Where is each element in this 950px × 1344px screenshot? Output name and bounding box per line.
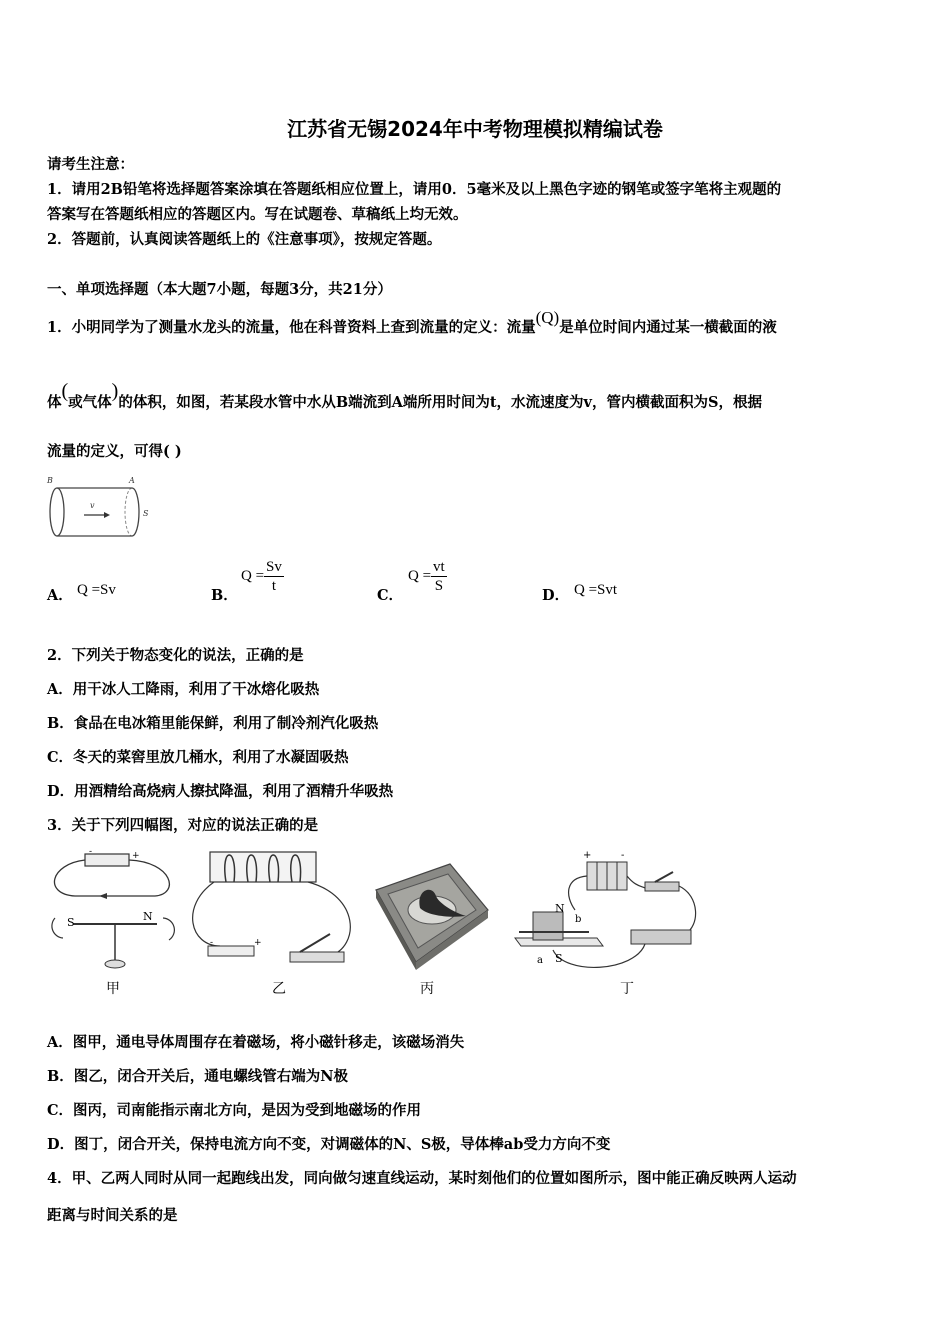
q1-option-a-expr: Q =Sv xyxy=(77,582,116,598)
caption-ding: 丁 xyxy=(620,981,634,997)
svg-text:a: a xyxy=(537,955,543,966)
svg-text:S: S xyxy=(555,952,563,965)
pipe-figure xyxy=(44,472,156,546)
q3-option-b[interactable]: B．图乙，闭合开关后，通电螺线管右端为N极 xyxy=(47,1068,349,1085)
switch xyxy=(290,952,344,962)
figure-jia xyxy=(45,846,175,974)
pipe-end-b xyxy=(50,488,64,536)
q3-stem: 3．关于下列四幅图，对应的说法正确的是 xyxy=(47,817,319,834)
section-heading: 一、单项选择题（本大题7小题，每题3分，共21分） xyxy=(47,281,392,298)
pipe-end-a xyxy=(132,488,139,536)
svg-text:+: + xyxy=(583,850,592,861)
svg-text:N: N xyxy=(143,910,153,923)
svg-text:b: b xyxy=(575,914,582,925)
svg-text:+: + xyxy=(132,851,140,861)
figure-bing xyxy=(366,850,494,974)
page-title: 江苏省无锡2024年中考物理模拟精编试卷 xyxy=(287,117,663,141)
label-b: B xyxy=(47,476,53,485)
switch xyxy=(645,882,679,891)
q1-line-3: 流量的定义，可得( ) xyxy=(47,443,182,460)
q1-line-1: 1．小明同学为了测量水龙头的流量，他在科普资料上查到流量的定义：流量(Q)是单位时间内通过某一横截面的液 xyxy=(47,308,777,336)
q1-line-2: 体(或气体)的体积，如图，若某段水管中水从B端流到A端所用时间为t，水流速度为v，管内横截面积为S，根据 xyxy=(47,380,762,411)
q1-option-b-expr: Q = $\frac{Sv}{t}$ xyxy=(241,559,282,594)
q2-option-b[interactable]: B．食品在电冰箱里能保鲜，利用了制冷剂汽化吸热 xyxy=(47,715,379,732)
label-s: S xyxy=(143,509,149,518)
label-v: v xyxy=(90,501,95,510)
q1-option-d-expr: Q =Svt xyxy=(574,582,618,598)
q3-option-d[interactable]: D．图丁，闭合开关，保持电流方向不变，对调磁体的N、S极，导体棒ab受力方向不变 xyxy=(47,1136,611,1153)
caption-bing: 丙 xyxy=(420,981,434,997)
svg-text:S: S xyxy=(67,916,75,929)
figure-ding xyxy=(505,846,705,974)
q1-option-b[interactable]: B． xyxy=(211,587,238,604)
notice-line-1a: 1．请用2B铅笔将选择题答案涂填在答题纸相应位置上，请用0．5毫米及以上黑色字迹的钢笔或签字笔将主观题的 xyxy=(47,181,782,198)
svg-text:-: - xyxy=(621,850,625,861)
q4-line-2: 距离与时间关系的是 xyxy=(47,1207,178,1224)
magnet xyxy=(533,912,563,940)
q1-option-d[interactable]: D． xyxy=(542,587,570,604)
q1-option-a[interactable]: A． xyxy=(47,587,73,604)
q1-option-c-expr: Q = $\frac{vt}{S}$ xyxy=(408,559,445,594)
q1-option-c[interactable]: C． xyxy=(377,587,404,604)
q3-option-a[interactable]: A．图甲，通电导体周围存在着磁场，将小磁针移走，该磁场消失 xyxy=(47,1034,465,1051)
q2-stem: 2．下列关于物态变化的说法，正确的是 xyxy=(47,647,304,664)
q1-symbol: (Q) xyxy=(535,308,560,327)
figure-yi xyxy=(190,846,360,974)
q4-line-1: 4．甲、乙两人同时从同一起跑线出发，同向做匀速直线运动，某时刻他们的位置如图所示，图中能正确反映两人运动 xyxy=(47,1170,797,1187)
q2-option-a[interactable]: A．用干冰人工降雨，利用了干冰熔化吸热 xyxy=(47,681,320,698)
battery xyxy=(208,946,254,956)
caption-jia: 甲 xyxy=(106,981,120,997)
q2-option-c[interactable]: C．冬天的菜窖里放几桶水，利用了水凝固吸热 xyxy=(47,749,349,766)
q2-option-d[interactable]: D．用酒精给高烧病人擦拭降温，利用了酒精升华吸热 xyxy=(47,783,394,800)
svg-text:-: - xyxy=(210,938,214,948)
q3-option-c[interactable]: C．图丙，司南能指示南北方向，是因为受到地磁场的作用 xyxy=(47,1102,422,1119)
label-a: A xyxy=(129,476,135,485)
notice-heading: 请考生注意： xyxy=(47,156,134,173)
notice-line-2: 2．答题前，认真阅读答题纸上的《注意事项》，按规定答题。 xyxy=(47,231,442,248)
notice-line-1b: 答案写在答题纸相应的答题区内。写在试题卷、草稿纸上均无效。 xyxy=(47,206,468,223)
svg-text:-: - xyxy=(89,847,93,857)
svg-text:+: + xyxy=(254,938,262,948)
svg-text:N: N xyxy=(555,902,565,915)
rheostat xyxy=(631,930,691,944)
caption-yi: 乙 xyxy=(272,981,286,997)
